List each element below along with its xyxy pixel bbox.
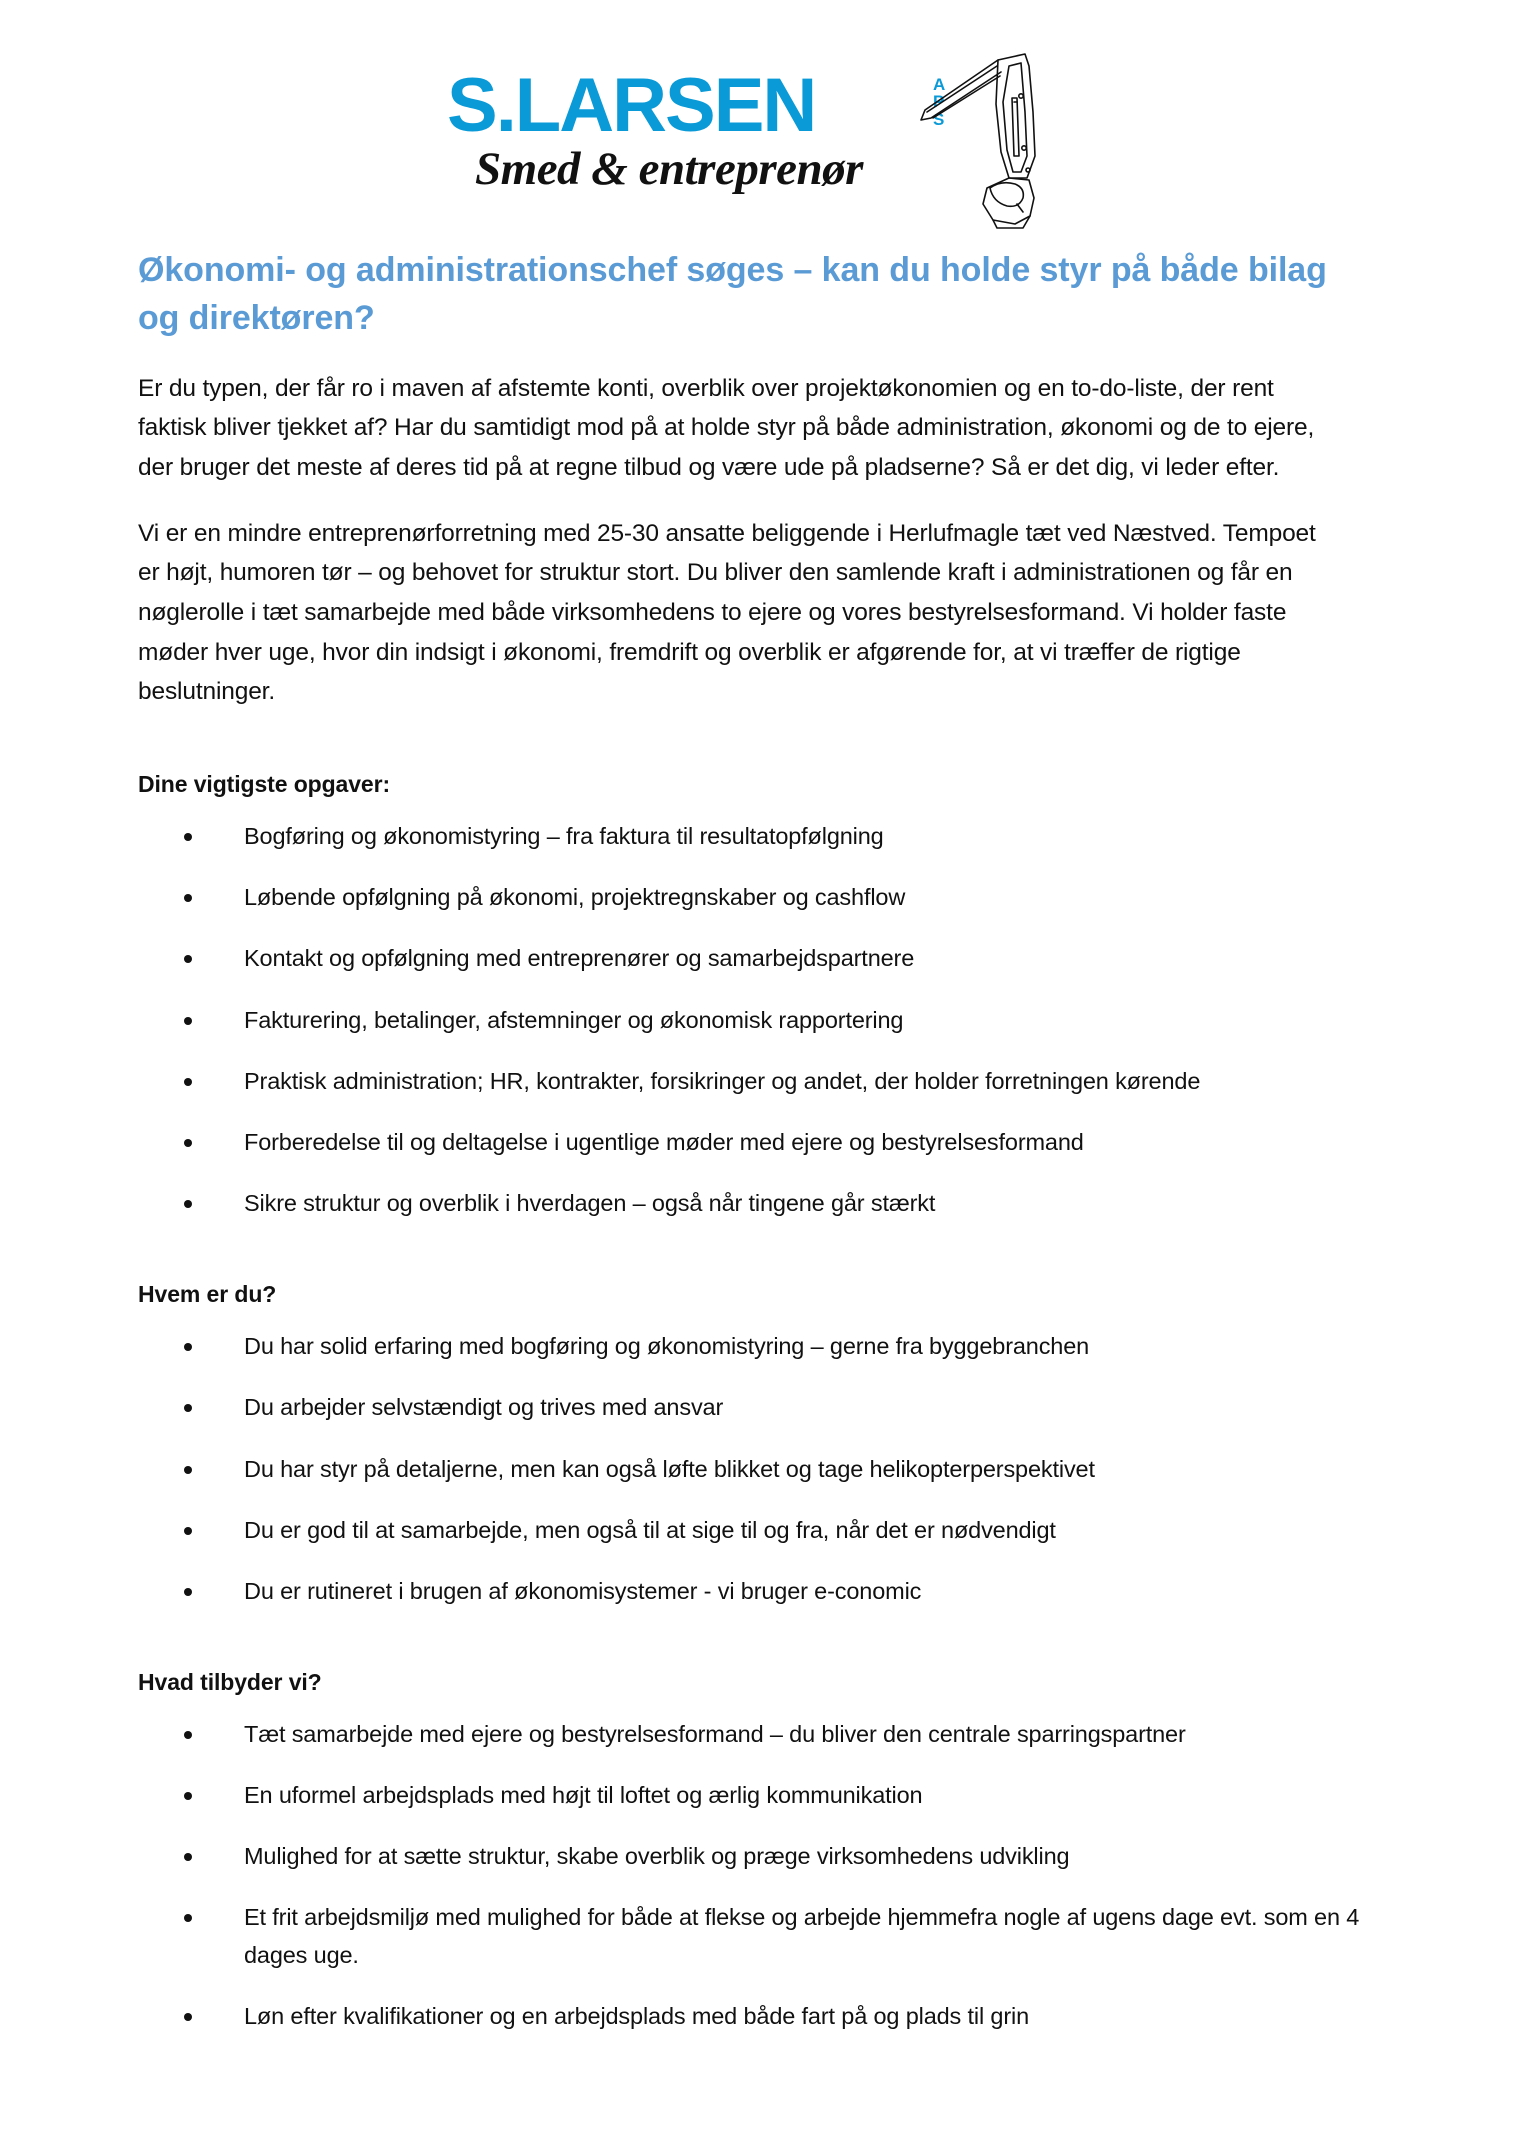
- list-item: Mulighed for at sætte struktur, skabe overblik og præge virksomhedens udvikling: [138, 1838, 1374, 1875]
- list-item: Bogføring og økonomistyring – fra faktura til resultatopfølgning: [138, 818, 1374, 855]
- logo-aps-letter-s: S: [933, 109, 945, 129]
- logo-wordmark: S.LARSEN: [447, 63, 816, 148]
- list-item: Du har solid erfaring med bogføring og økonomistyring – gerne fra byggebranchen: [138, 1328, 1374, 1365]
- profile-list: [138, 1328, 1374, 1610]
- intro-paragraph-2: Vi er en mindre entreprenørforretning med 25-30 ansatte beliggende i Herlufmagle tæt ved Næstved. Tempoet er højt, humoren tør – og behovet for struktur stort. Du bliver den samlende kraft i administrationen og får en nøglerolle i tæt samarbejde med både virksomhedens to ejere og vores bestyrelsesformand. Vi holder faste møder hver uge, hvor din indsigt i økonomi, fremdrift og overblik er afgørende for, at vi træffer de rigtige beslutninger.: [138, 519, 1316, 706]
- list-item: En uformel arbejdsplads med højt til loftet og ærlig kommunikation: [138, 1777, 1374, 1814]
- list-item: Kontakt og opfølgning med entreprenører og samarbejdspartnere: [138, 940, 1374, 977]
- list-item: Løn efter kvalifikationer og en arbejdsplads med både fart på og plads til grin: [138, 1998, 1374, 2035]
- list-item: Du er rutineret i brugen af økonomisystemer - vi bruger e-conomic: [138, 1573, 1374, 1610]
- logo-aps-letter-p: P: [933, 92, 945, 112]
- list-item: Forberedelse til og deltagelse i ugentlige møder med ejere og bestyrelsesformand: [138, 1124, 1374, 1161]
- company-logo: [447, 58, 1067, 218]
- list-item: Et frit arbejdsmiljø med mulighed for både at flekse og arbejde hjemmefra nogle af ugens dage evt. som en 4 dages uge.: [138, 1899, 1374, 1973]
- list-item: Løbende opfølgning på økonomi, projektregnskaber og cashflow: [138, 879, 1374, 916]
- list-item: Du har styr på detaljerne, men kan også løfte blikket og tage helikopterperspektivet: [138, 1451, 1374, 1488]
- section-heading-what-we-offer: Hvad tilbyder vi?: [138, 1668, 322, 1695]
- logo-aps-letter-a: A: [933, 75, 946, 94]
- document-body: [0, 246, 1514, 2073]
- list-item: Praktisk administration; HR, kontrakter, forsikringer og andet, der holder forretningen kørende: [138, 1063, 1374, 1100]
- offer-list: [138, 1716, 1374, 2035]
- intro-paragraph-1: Er du typen, der får ro i maven af afstemte konti, overblik over projektøkonomien og en to-do-liste, der rent faktisk bliver tjekket af? Har du samtidigt mod på at holde styr på både administration, økonomi og de to ejere, der bruger det meste af deres tid på at regne tilbud og være ude på pladserne? Så er det dig, vi leder efter.: [138, 374, 1315, 481]
- logo-tagline: Smed & entreprenør: [475, 143, 863, 195]
- company-logo-header: [0, 0, 1514, 218]
- list-item: Du arbejder selvstændigt og trives med ansvar: [138, 1389, 1374, 1426]
- excavator-arm-icon: [897, 52, 1077, 232]
- list-item: Du er god til at samarbejde, men også til at sige til og fra, når det er nødvendigt: [138, 1512, 1374, 1549]
- section-heading-who-are-you: Hvem er du?: [138, 1281, 277, 1308]
- list-item: Sikre struktur og overblik i hverdagen – også når tingene går stærkt: [138, 1185, 1374, 1222]
- task-list: [138, 818, 1374, 1222]
- page-title: Økonomi- og administrationschef søges – kan du holde styr på både bilag og direktøren?: [138, 251, 1327, 338]
- list-item: Fakturering, betalinger, afstemninger og økonomisk rapportering: [138, 1002, 1374, 1039]
- list-item: Tæt samarbejde med ejere og bestyrelsesformand – du bliver den centrale sparringspartner: [138, 1716, 1374, 1753]
- section-heading-tasks: Dine vigtigste opgaver:: [138, 771, 391, 798]
